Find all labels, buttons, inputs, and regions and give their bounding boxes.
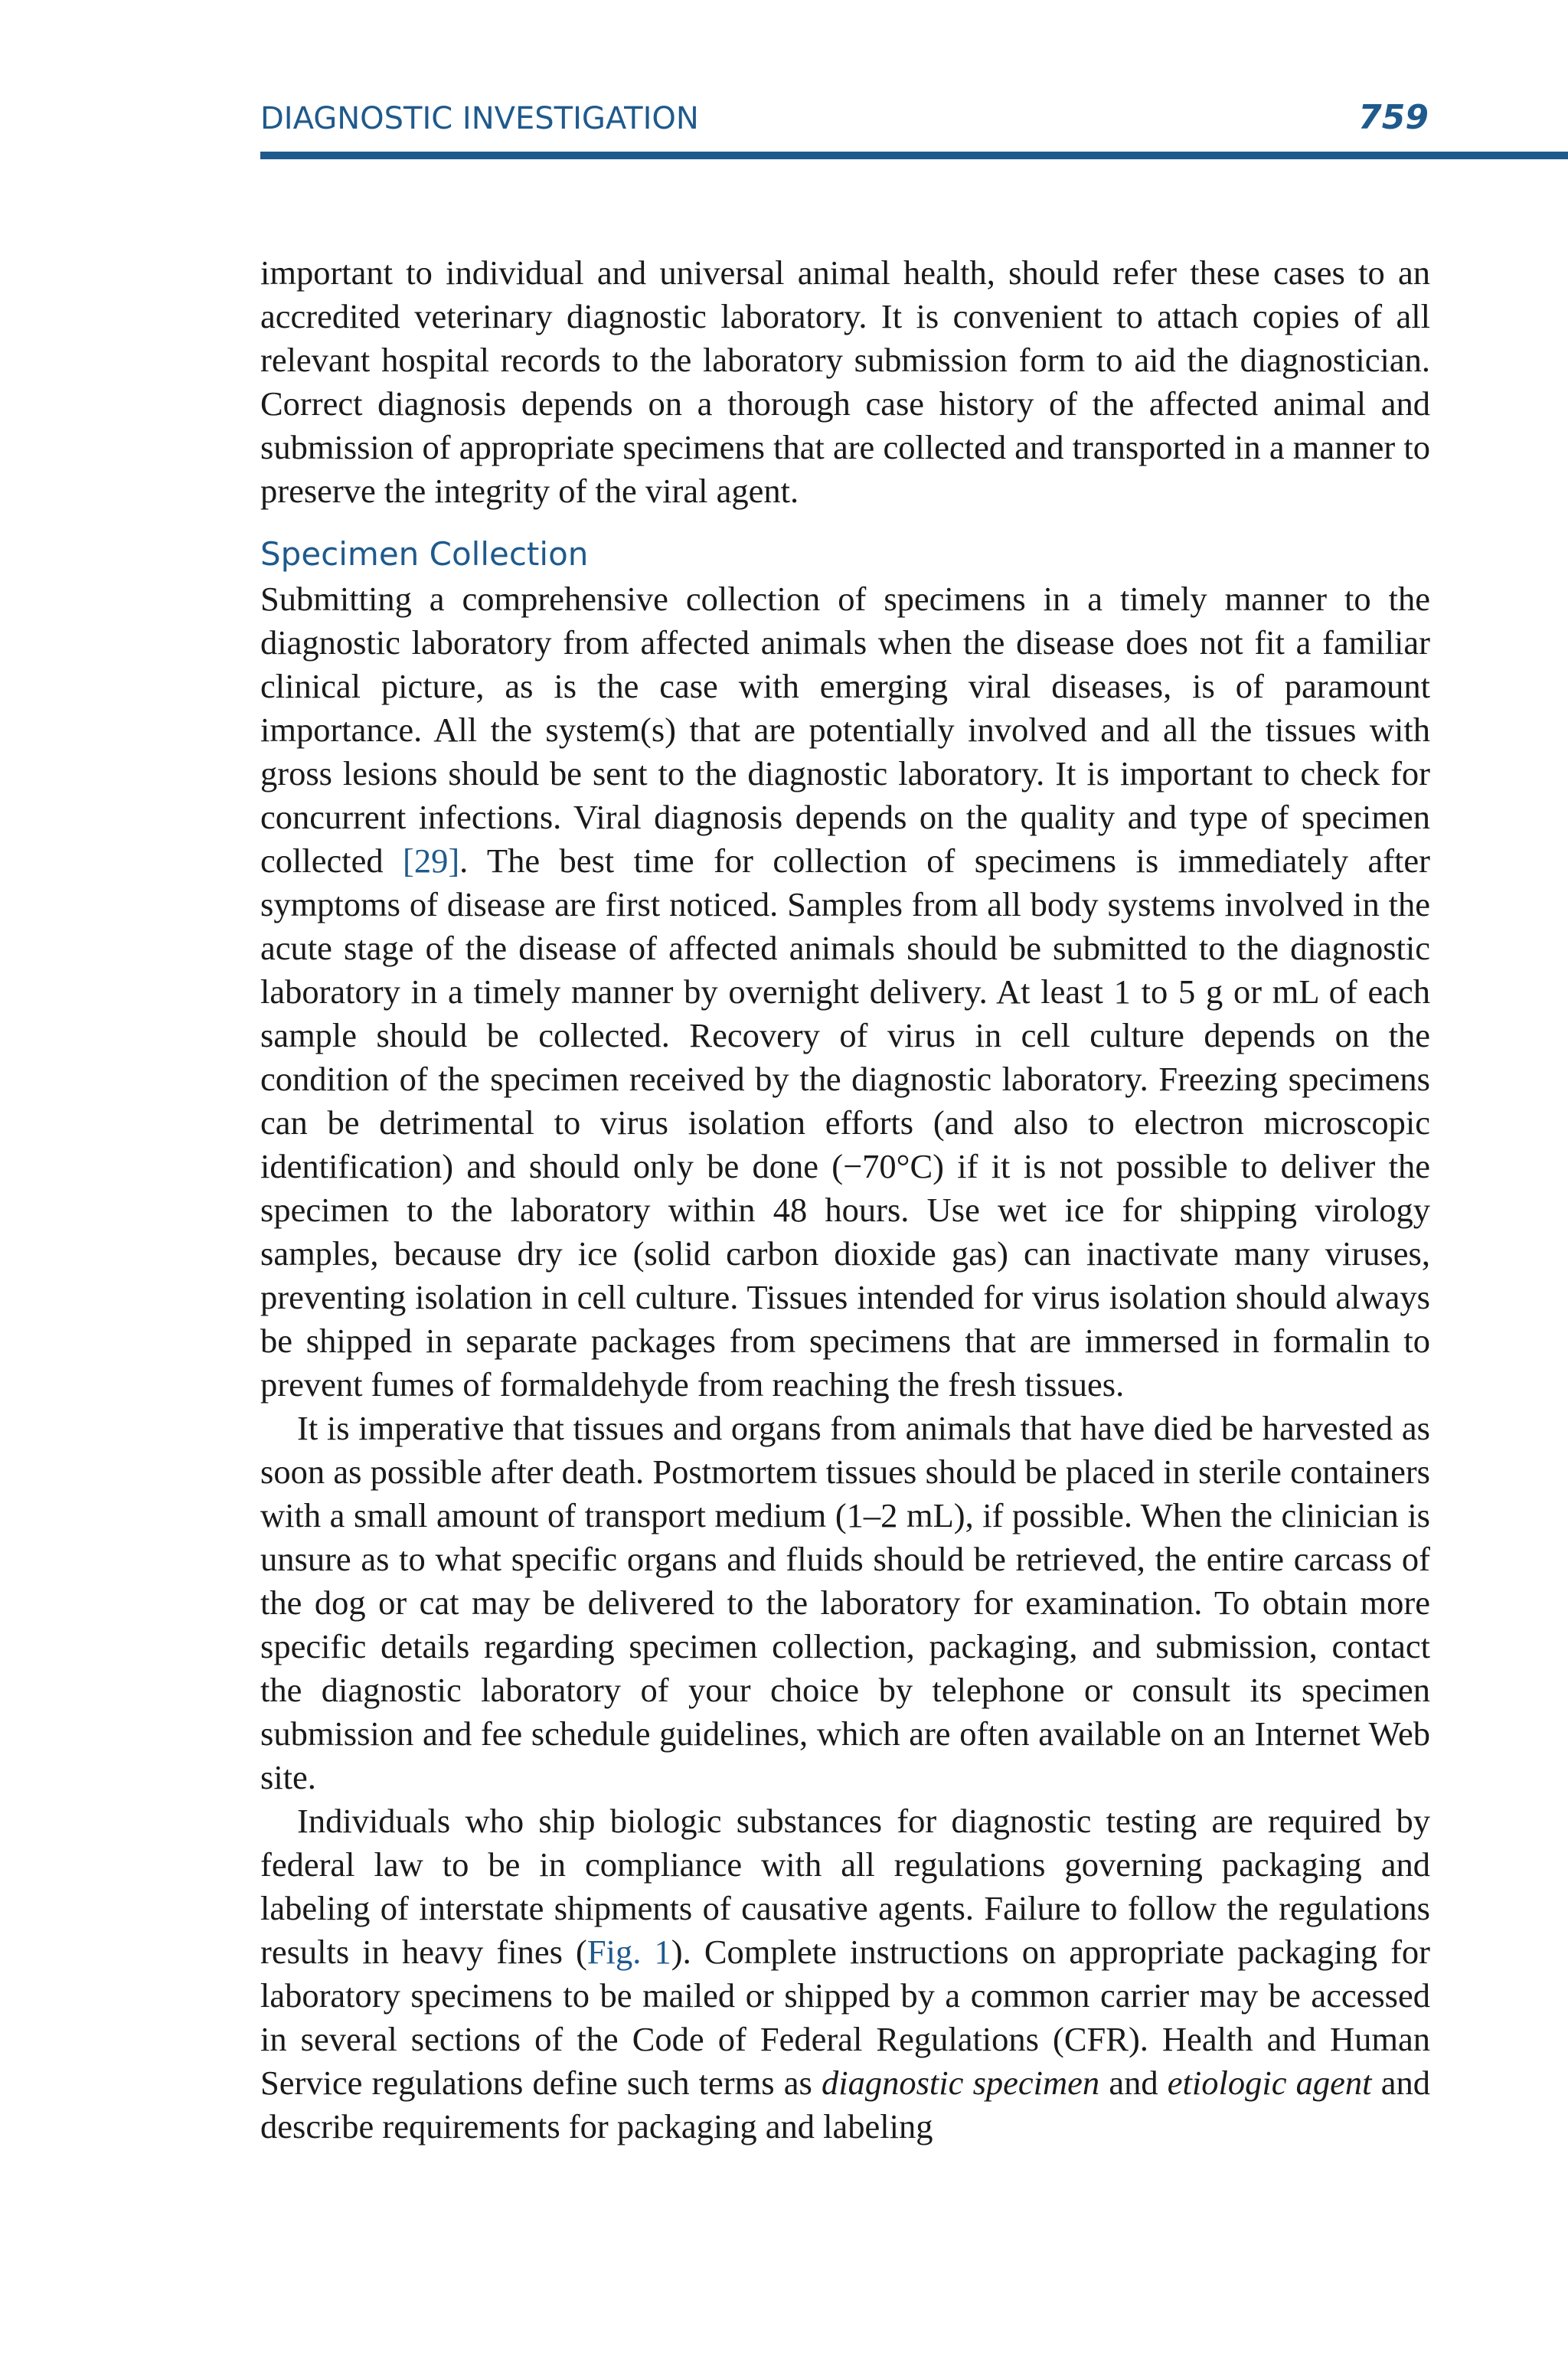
paragraph-text: Individuals who ship biologic substances for diagnostic testing are required by federal law to be in compliance with all regulations governing packaging and labeling of interstate shipments of causative agents. Failure to follow the regulations results in heavy fines ( [260, 1802, 1430, 1971]
section-heading-specimen-collection: Specimen Collection [260, 535, 589, 573]
figure-link-fig-1[interactable]: Fig. 1 [586, 1933, 671, 1971]
paragraph-continuation: important to individual and universal animal health, should refer these cases to an accredited veterinary diagnostic laboratory. It is convenient to attach copies of all relevant hospital records to the laboratory submission form to aid the diagnostician. Correct diagnosis depends on a thorough case history of the affected animal and submission of appropriate specimens that are collected and transported in a manner to preserve the integrity of the viral agent. [260, 253, 1430, 510]
italic-term-etiologic-agent: etiologic agent [1167, 2064, 1372, 2102]
running-header [260, 95, 1429, 144]
body-text [260, 251, 1430, 2149]
paragraph-specimen-collection [260, 577, 1430, 1407]
paragraph-postmortem-tissues: It is imperative that tissues and organs from animals that have died be harvested as soon as possible after death. Postmortem tissues should be placed in sterile containers with a small amount of transport medium (1–2 mL), if possible. When the clinician is unsure as to what specific organs and fluids should be retrieved, the entire carcass of the dog or cat may be delivered to the laboratory for examination. To obtain more specific details regarding specimen collection, packaging, and submission, contact the diagnostic laboratory of your choice by telephone or consult its specimen submission and fee schedule guidelines, which are often available on an Internet Web site. [260, 1409, 1430, 1796]
paragraph-text: and [1099, 2064, 1168, 2102]
page-number: 759 [1358, 98, 1429, 137]
header-rule [260, 152, 1568, 159]
paragraph-text: and describe requirements for packaging and labeling [260, 2064, 1430, 2145]
running-header-title: DIAGNOSTIC INVESTIGATION [260, 101, 699, 136]
italic-term-diagnostic-specimen: diagnostic specimen [821, 2064, 1100, 2102]
reference-link-29[interactable]: [29] [403, 842, 460, 880]
paragraph-text: Submitting a comprehensive collection of specimens in a timely manner to the diagnostic laboratory from affected animals when the disease does not fit a familiar clinical picture, as is the case with emerging viral diseases, is of paramount importance. All the system(s) that are potentially involved and all the tissues with gross lesions should be sent to the diagnostic laboratory. It is important to check for concurrent infections. Viral diagnosis depends on the quality and type of specimen collected [260, 580, 1430, 880]
paragraph-text: . The best time for collection of specimens is immediately after symptoms of disease are first noticed. Samples from all body systems involved in the acute stage of the disease of affected animals should be submitted to the diagnostic laboratory in a timely manner by overnight delivery. At least 1 to 5 g or mL of each sample should be collected. Recovery of virus in cell culture depends on the condition of the specimen received by the diagnostic laboratory. Freezing specimens can be detrimental to virus isolation efforts (and also to electron microscopic identification) and should only be done (−70°C) if it is not possible to deliver the specimen to the laboratory within 48 hours. Use wet ice for shipping virology samples, because dry ice (solid carbon dioxide gas) can inactivate many viruses, preventing isolation in cell culture. Tissues intended for virus isolation should always be shipped in separate packages from specimens that are immersed in formalin to prevent fumes of formaldehyde from reaching the fresh tissues. [260, 842, 1430, 1404]
paragraph-shipping-regulations [260, 1799, 1430, 2149]
paragraph-text: ). Complete instructions on appropriate packaging for laboratory specimens to be mailed or shipped by a common carrier may be accessed in several sections of the Code of Federal Regulations (CFR). Health and Human Service regulations define such terms as [260, 1933, 1430, 2102]
